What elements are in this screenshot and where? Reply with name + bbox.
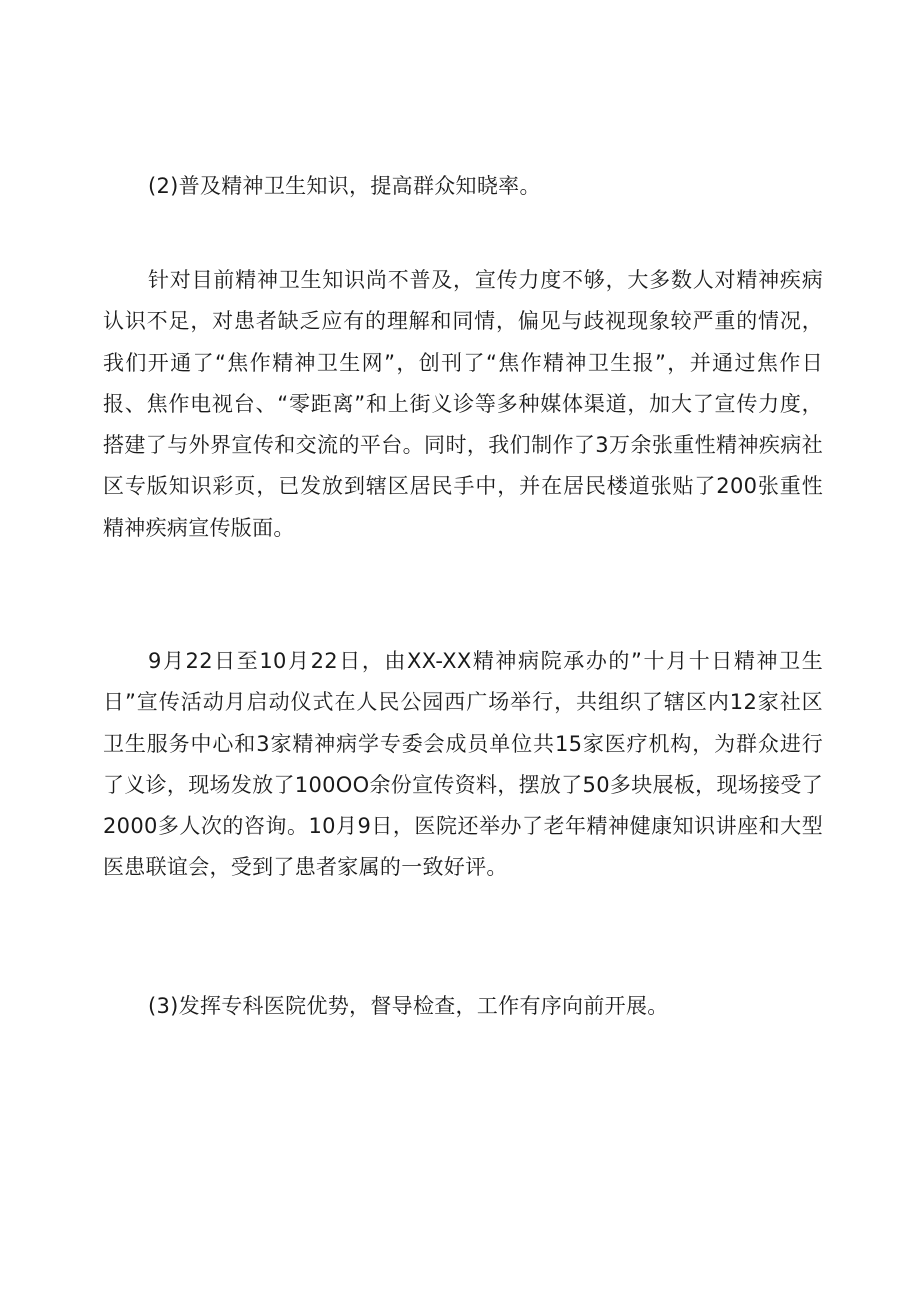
section-heading-3: (3)发挥专科医院优势，督导检查，工作有序向前开展。 (148, 994, 669, 1018)
paragraph-publicity: 针对目前精神卫生知识尚不普及，宣传力度不够，大多数人对精神疾病认识不足，对患者缺乏应有的理解和同情，偏见与歧视现象较严重的情况，我们开通了“焦作精神卫生网”，创刊了“焦作精神卫生报”，并通过焦作日报、焦作电视台、“零距离”和上街义诊等多种媒体渠道，加大了宣传力度，搭建了与外界宣传和交流的平台。同时，我们制作了3万余张重性精神疾病社区专版知识彩页，已发放到辖区居民手中，并在居民楼道张贴了200张重性精神疾病宣传版面。 (103, 268, 823, 540)
paragraph-activity-month: 9月22日至10月22日，由XX-XX精神病院承办的”十月十日精神卫生日”宣传活动月启动仪式在人民公园西广场举行，共组织了辖区内12家社区卫生服务中心和3家精神病学专委会成员单位共15家医疗机构，为群众进行了义诊，现场发放了100OO余份宣传资料，摆放了50多块展板，现场接受了2000多人次的咨询。10月9日，医院还举办了老年精神健康知识讲座和大型医患联谊会，受到了患者家属的一致好评。 (103, 649, 823, 880)
section-heading-2: (2)普及精神卫生知识，提高群众知晓率。 (148, 174, 541, 198)
